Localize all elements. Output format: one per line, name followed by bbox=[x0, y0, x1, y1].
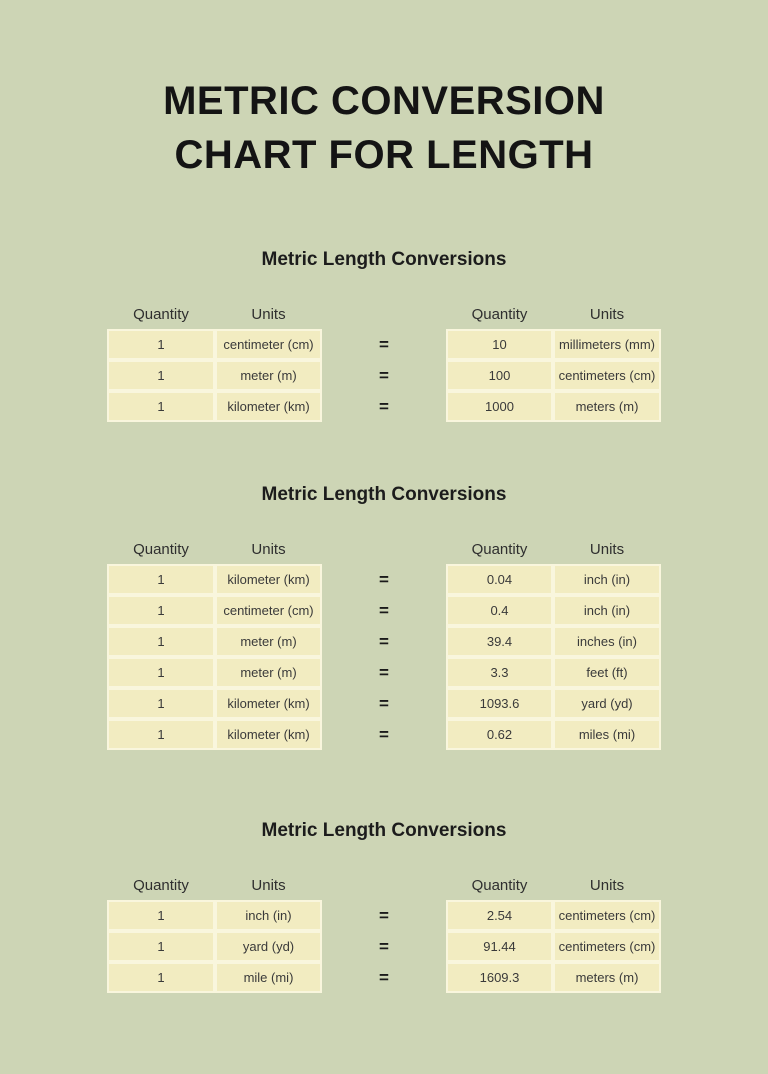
right-units-header: Units bbox=[589, 541, 625, 558]
conversion-row bbox=[107, 900, 661, 931]
header-spacer bbox=[322, 877, 446, 895]
conversion-row bbox=[107, 595, 661, 626]
left-unit-cell: kilometer (km) bbox=[215, 719, 322, 750]
page-title-line1: METRIC CONVERSION bbox=[163, 79, 605, 123]
right-quantity-cell: 39.4 bbox=[446, 626, 553, 657]
left-unit-cell: centimeter (cm) bbox=[215, 329, 322, 360]
right-quantity-cell: 2.54 bbox=[446, 900, 553, 931]
conversion-row bbox=[107, 329, 661, 360]
left-quantity-cell: 1 bbox=[107, 900, 215, 931]
conversion-section-2 bbox=[107, 483, 661, 750]
left-unit-cell: meter (m) bbox=[215, 626, 322, 657]
left-quantity-cell: 1 bbox=[107, 329, 215, 360]
right-quantity-cell: 0.62 bbox=[446, 719, 553, 750]
equals-sign: = bbox=[379, 693, 389, 713]
right-unit-cell: meters (m) bbox=[553, 391, 661, 422]
left-quantity-cell: 1 bbox=[107, 657, 215, 688]
table-header-row bbox=[107, 541, 661, 559]
conversion-row bbox=[107, 688, 661, 719]
right-unit-cell: miles (mi) bbox=[553, 719, 661, 750]
left-quantity-cell: 1 bbox=[107, 564, 215, 595]
left-unit-cell: kilometer (km) bbox=[215, 688, 322, 719]
section-heading: Metric Length Conversions bbox=[261, 249, 507, 270]
header-spacer bbox=[322, 306, 446, 324]
right-unit-cell: feet (ft) bbox=[553, 657, 661, 688]
conversion-row bbox=[107, 391, 661, 422]
left-quantity-cell: 1 bbox=[107, 595, 215, 626]
left-quantity-header: Quantity bbox=[133, 541, 189, 558]
right-quantity-cell: 1093.6 bbox=[446, 688, 553, 719]
right-units-header: Units bbox=[589, 877, 625, 894]
conversion-row bbox=[107, 657, 661, 688]
right-units-header: Units bbox=[589, 306, 625, 323]
right-unit-cell: inches (in) bbox=[553, 626, 661, 657]
left-quantity-cell: 1 bbox=[107, 688, 215, 719]
right-unit-cell: millimeters (mm) bbox=[553, 329, 661, 360]
left-units-header: Units bbox=[251, 877, 286, 894]
equals-sign: = bbox=[379, 365, 389, 385]
conversion-row bbox=[107, 719, 661, 750]
right-quantity-cell: 10 bbox=[446, 329, 553, 360]
left-quantity-header: Quantity bbox=[133, 877, 189, 894]
conversion-section-3 bbox=[107, 819, 661, 993]
section-heading: Metric Length Conversions bbox=[261, 484, 507, 505]
right-quantity-cell: 0.4 bbox=[446, 595, 553, 626]
right-quantity-cell: 91.44 bbox=[446, 931, 553, 962]
left-quantity-cell: 1 bbox=[107, 391, 215, 422]
conversion-row bbox=[107, 360, 661, 391]
left-unit-cell: mile (mi) bbox=[215, 962, 322, 993]
page-title bbox=[0, 0, 768, 182]
left-quantity-cell: 1 bbox=[107, 962, 215, 993]
equals-sign: = bbox=[379, 662, 389, 682]
left-unit-cell: kilometer (km) bbox=[215, 564, 322, 595]
equals-sign: = bbox=[379, 905, 389, 925]
equals-sign: = bbox=[379, 724, 389, 744]
conversion-row bbox=[107, 962, 661, 993]
left-unit-cell: kilometer (km) bbox=[215, 391, 322, 422]
left-units-header: Units bbox=[251, 541, 286, 558]
right-unit-cell: centimeters (cm) bbox=[553, 931, 661, 962]
right-quantity-header: Quantity bbox=[471, 306, 528, 323]
right-unit-cell: inch (in) bbox=[553, 595, 661, 626]
page-title-line2: CHART FOR LENGTH bbox=[174, 133, 594, 177]
right-quantity-cell: 1000 bbox=[446, 391, 553, 422]
conversion-row bbox=[107, 931, 661, 962]
conversion-section-1 bbox=[107, 248, 661, 422]
equals-sign: = bbox=[379, 396, 389, 416]
left-unit-cell: centimeter (cm) bbox=[215, 595, 322, 626]
left-quantity-cell: 1 bbox=[107, 626, 215, 657]
right-quantity-cell: 100 bbox=[446, 360, 553, 391]
left-unit-cell: yard (yd) bbox=[215, 931, 322, 962]
right-unit-cell: centimeters (cm) bbox=[553, 360, 661, 391]
equals-sign: = bbox=[379, 334, 389, 354]
header-spacer bbox=[322, 541, 446, 559]
section-heading: Metric Length Conversions bbox=[261, 820, 507, 841]
right-unit-cell: meters (m) bbox=[553, 962, 661, 993]
left-quantity-cell: 1 bbox=[107, 931, 215, 962]
right-unit-cell: yard (yd) bbox=[553, 688, 661, 719]
left-unit-cell: meter (m) bbox=[215, 657, 322, 688]
table-header-row bbox=[107, 877, 661, 895]
equals-sign: = bbox=[379, 631, 389, 651]
equals-sign: = bbox=[379, 600, 389, 620]
right-quantity-header: Quantity bbox=[471, 877, 528, 894]
left-units-header: Units bbox=[251, 306, 286, 323]
conversion-row bbox=[107, 626, 661, 657]
left-unit-cell: meter (m) bbox=[215, 360, 322, 391]
conversion-row bbox=[107, 564, 661, 595]
left-unit-cell: inch (in) bbox=[215, 900, 322, 931]
right-quantity-cell: 3.3 bbox=[446, 657, 553, 688]
right-unit-cell: centimeters (cm) bbox=[553, 900, 661, 931]
right-quantity-cell: 1609.3 bbox=[446, 962, 553, 993]
right-quantity-cell: 0.04 bbox=[446, 564, 553, 595]
table-header-row bbox=[107, 306, 661, 324]
equals-sign: = bbox=[379, 967, 389, 987]
left-quantity-cell: 1 bbox=[107, 719, 215, 750]
right-quantity-header: Quantity bbox=[471, 541, 528, 558]
right-unit-cell: inch (in) bbox=[553, 564, 661, 595]
equals-sign: = bbox=[379, 569, 389, 589]
left-quantity-cell: 1 bbox=[107, 360, 215, 391]
equals-sign: = bbox=[379, 936, 389, 956]
left-quantity-header: Quantity bbox=[133, 306, 189, 323]
